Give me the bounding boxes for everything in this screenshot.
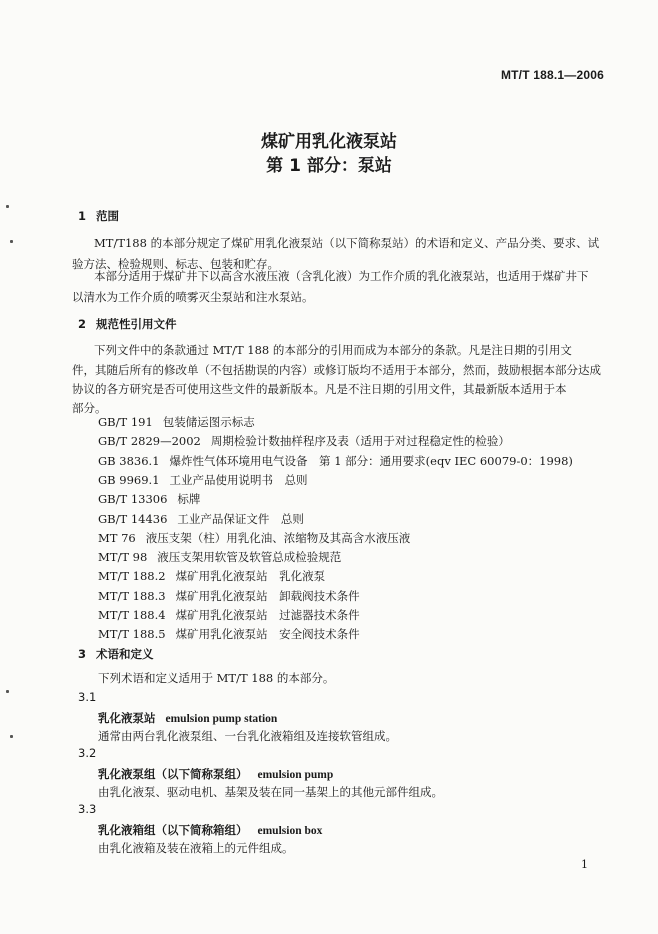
scan-speck [6,690,9,693]
reference-code: MT 76 [98,530,136,545]
reference-item [98,414,255,430]
page-number: 1 [581,858,588,871]
section-3-heading: 3 术语和定义 [78,647,154,661]
term-definition: 通常由两台乳化液泵组、一台乳化液箱组及连接软管组成。 [98,729,397,743]
title-line-2: 第 1 部分：泵站 [266,156,392,176]
document-title [0,130,658,178]
reference-item [98,491,200,507]
section-2-para-line-3: 协议的各方研究是否可使用这些文件的最新版本。凡是不注日期的引用文件，其最新版本适用于本 [72,382,567,396]
section-1-para-2-line-1: 本部分适用于煤矿井下以高含水液压液（含乳化液）为工作介质的乳化液泵站，也适用于煤矿井下 [94,269,589,283]
term-heading [98,710,277,726]
reference-code: GB/T 13306 [98,492,168,507]
reference-item [98,549,341,565]
reference-item [98,626,360,642]
term-definition: 由乳化液泵、驱动电机、基架及装在同一基架上的其他元部件组成。 [98,785,443,799]
reference-code: GB/T 2829—2002 [98,434,201,449]
reference-code: GB 3836.1 [98,453,160,468]
reference-title: 工业产品保证文件 总则 [177,511,304,526]
reference-code: MT/T 98 [98,550,148,565]
term-chinese: 乳化液泵组（以下简称泵组） [98,767,248,781]
reference-item [98,472,308,488]
standard-code: MT/T 188.1—2006 [500,68,604,82]
section-2-para-line-1: 下列文件中的条款通过 MT/T 188 的本部分的引用而成为本部分的条款。凡是注日期的引用文 [94,343,572,357]
term-chinese: 乳化液箱组（以下简称箱组） [98,823,248,837]
scan-speck [10,735,13,738]
reference-title: 标牌 [177,492,201,507]
scan-speck [6,205,9,208]
term-number: 3.1 [78,690,97,704]
reference-item [98,607,360,623]
section-2-para-line-4: 部分。 [72,401,107,415]
reference-title: 煤矿用乳化液泵站 乳化液泵 [175,569,326,584]
reference-item [98,433,510,449]
reference-title: 煤矿用乳化液泵站 过滤器技术条件 [175,608,360,622]
term-chinese: 乳化液泵站 [98,711,156,725]
reference-code: MT/T 188.2 [98,569,166,584]
reference-title: 工业产品使用说明书 总则 [169,472,308,487]
term-number: 3.2 [78,746,97,760]
reference-item [98,530,410,546]
reference-item [98,511,304,527]
reference-code: MT/T 188.5 [98,627,166,642]
reference-code: GB/T 191 [98,415,153,429]
term-heading [98,822,322,838]
section-2-para-line-2: 件，其随后所有的修改单（不包括勘误的内容）或修订版均不适用于本部分，然而，鼓励根据本部分达成 [72,363,601,377]
reference-title: 煤矿用乳化液泵站 安全阀技术条件 [175,627,360,642]
title-line-1: 煤矿用乳化液泵站 [261,132,397,152]
section-1-para-1-line-2: 验方法、检验规则、标志、包装和贮存。 [72,257,279,271]
reference-code: GB 9969.1 [98,472,160,487]
reference-item [98,588,360,604]
term-english: emulsion box [257,825,323,837]
term-definition: 由乳化液箱及装在液箱上的元件组成。 [98,841,294,855]
reference-code: MT/T 188.3 [98,588,166,603]
scan-speck [10,240,13,243]
section-1-para-1-line-1: MT/T188 的本部分规定了煤矿用乳化液泵站（以下简称泵站）的术语和定义、产品分类、要求、试 [94,236,600,250]
reference-title: 周期检验计数抽样程序及表（适用于对过程稳定性的检验） [210,434,510,449]
reference-title: 液压支架用软管及软管总成检验规范 [157,550,342,565]
term-number: 3.3 [78,802,97,816]
term-heading [98,766,333,782]
reference-title: 液压支架（柱）用乳化油、浓缩物及其高含水液压液 [145,530,411,545]
section-3-intro: 下列术语和定义适用于 MT/T 188 的本部分。 [98,671,335,685]
reference-item [98,568,325,584]
reference-title: 爆炸性气体环境用电气设备 第 1 部分：通用要求(eqv IEC 60079-0：1998) [169,453,573,468]
section-1-para-2-line-2: 以清水为工作介质的喷雾灭尘泵站和注水泵站。 [72,290,314,304]
reference-title: 煤矿用乳化液泵站 卸载阀技术条件 [175,588,360,603]
reference-code: GB/T 14436 [98,511,168,526]
section-2-heading: 2 规范性引用文件 [78,317,177,331]
reference-item [98,453,573,469]
reference-title: 包装储运图示标志 [162,415,255,429]
section-1-heading: 1 范围 [78,209,119,223]
term-english: emulsion pump station [165,713,278,725]
reference-code: MT/T 188.4 [98,608,166,622]
term-english: emulsion pump [257,769,334,781]
